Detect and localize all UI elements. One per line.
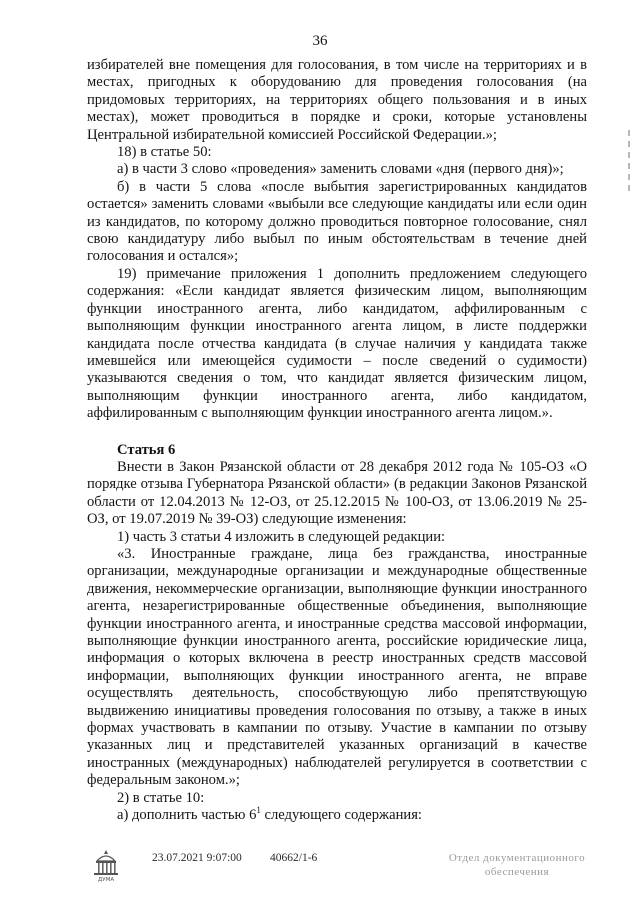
logo-caption: ДУМА [97, 877, 115, 883]
paragraph-continuation: избирателей вне помещения для голосования, в том числе на территориях и в местах, пригодных к оборудованию для проведения голосования (на придомовых территориях, на территориях общего пользования и в иных местах), может проводиться в порядке и сроки, которые установлены Центральной избирательной комиссией Российской Федерации.»; [87, 57, 587, 143]
item-2a-superscript: 1 [256, 805, 261, 816]
article-6-item-2: 2) в статье 10: [117, 789, 205, 806]
paragraph-item-18: 18) в статье 50: [117, 144, 212, 161]
paragraph-item-18a: а) в части 3 слово «проведения» заменить словами «дня (первого дня)»; [117, 161, 564, 178]
article-6-heading: Статья 6 [117, 441, 176, 458]
footer-document-code: 40662/1-6 [270, 852, 318, 864]
footer-department-stamp: Отдел документационного обеспечения [448, 852, 586, 878]
page-number: 36 [312, 33, 328, 49]
document-body [87, 57, 587, 824]
scan-margin-marks [624, 125, 634, 215]
page-footer [0, 835, 640, 905]
duma-building-logo-icon [88, 847, 124, 883]
item-2a-suffix: следующего содержания: [260, 807, 422, 824]
article-6-quoted-part-3: «3. Иностранные граждане, лица без гражданства, иностранные организации, международные организации и международные общественные движения, некоммерческие организации, выполняющие функции иностранного агента, незарегистрированные общественные объединения, выполняющие функции иностранного агента, и иностранные средства массовой информации, выполняющие функции иностранного агента, российские юридические лица, информация о которых включена в реестр иностранных средств массовой информации, выполняющих функции иностранного агента, не вправе осуществлять деятельность, способствующую либо препятствующую выдвижению инициативы проведения голосования по отзыву, а также в иных формах участвовать в кампании по отзыву. Участие в кампании по отзыву указанных лиц и представителей указанных организаций в качестве иностранных (международных) наблюдателей регулируется в соответствии с федеральным законом.»; [87, 545, 587, 789]
paragraph-item-18b: б) в части 5 слова «после выбытия зарегистрированных кандидатов остается» заменить словами «выбыли все следующие кандидаты или если один из кандидатов, по которому должно проводиться повторное голосование, снял свою кандидатуру либо выбыл по иным обстоятельствам в течение дней голосования и остался»; [87, 178, 587, 265]
article-6-intro: Внести в Закон Рязанской области от 28 декабря 2012 года № 105-ОЗ «О порядке отзыва Губернатора Рязанской области» (в редакции Законов Рязанской области от 12.04.2013 № 12-ОЗ, от 25.12.2015 № 100-ОЗ, от 13.06.2019 № 25-ОЗ, от 19.07.2019 № 39-ОЗ) следующие изменения: [87, 458, 587, 528]
article-6-item-1: 1) часть 3 статьи 4 изложить в следующей редакции: [117, 528, 446, 545]
paragraph-item-19: 19) примечание приложения 1 дополнить предложением следующего содержания: «Если кандидат является физическим лицом, выполняющим функции иностранного агента, либо кандидатом, аффилированным с выполняющим функции иностранного агента лицом, в листе поддержки кандидата после отчества кандидата (в случае наличия у кандидата также имевшейся или имеющейся судимости – после сведений о судимости) указываются сведения о том, что кандидат является физическим лицом, выполняющим функции иностранного агента, либо кандидатом, аффилированным с выполняющим функции иностранного агента лицом.». [87, 265, 587, 422]
item-2a-prefix: а) дополнить частью 6 [117, 807, 257, 824]
footer-datetime: 23.07.2021 9:07:00 [152, 852, 242, 864]
article-6-item-2a [87, 807, 587, 824]
